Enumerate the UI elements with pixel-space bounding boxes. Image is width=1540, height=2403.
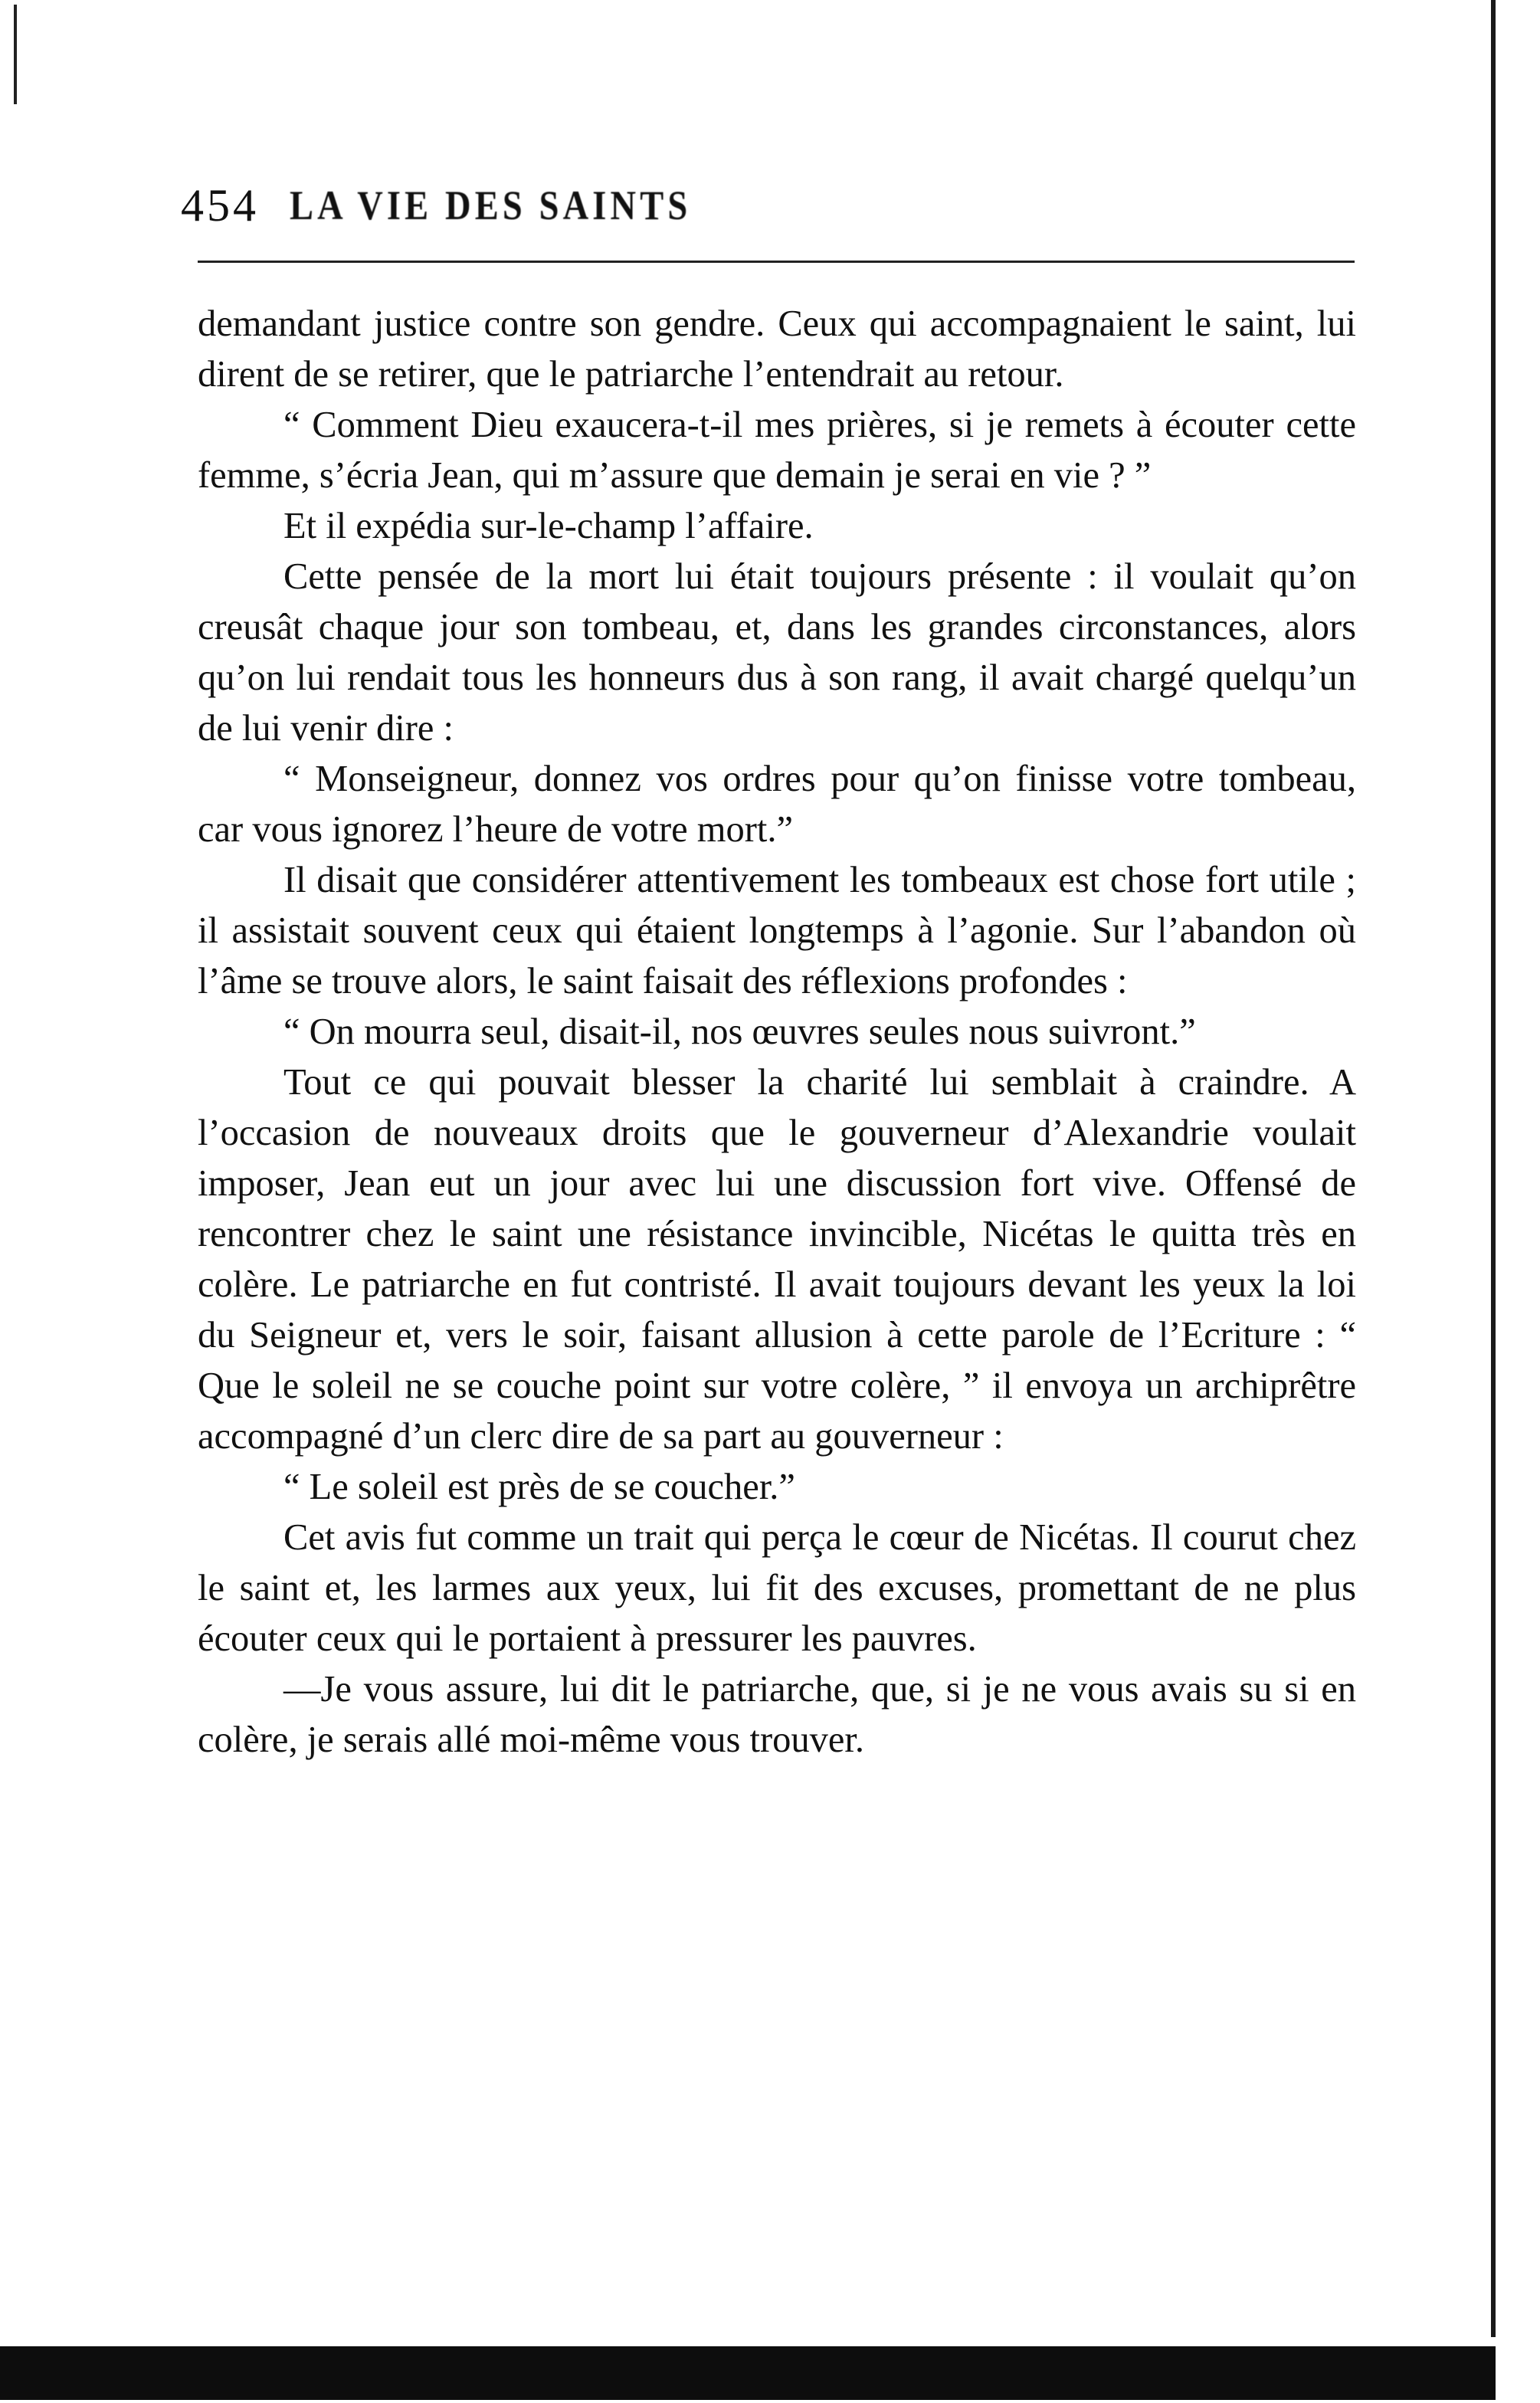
paragraph-6: Il disait que considérer attentivement les tombeaux est chose fort utile ; il assistait souvent ceux qui étaient longtemps à l’agonie. Sur l’abandon où l’âme se trouve alors, le saint faisait des réflexions profondes : xyxy=(198,860,1356,1002)
body-text xyxy=(198,299,1356,1765)
paragraph-8: Tout ce qui pouvait blesser la charité lui semblait à craindre. A l’occasion de nouveaux droits que le gouverneur d’Alexandrie voulait imposer, Jean eut un jour avec lui une discussion fort vive. Offensé de rencontrer chez le saint une résistance invincible, Nicétas le quitta très en colère. Le patriarche en fut contristé. Il avait toujours devant les yeux la loi du Seigneur et, vers le soir, faisant allusion à cette parole de l’Ecriture : “ Que le soleil ne se couche point sur votre colère, ” il envoya un archiprêtre accompagné d’un clerc dire de sa part au gouverneur : xyxy=(198,1062,1356,1457)
page-number: 454 xyxy=(181,179,259,231)
paragraph-9: “ Le soleil est près de se coucher.” xyxy=(283,1467,795,1507)
paragraph-7: “ On mourra seul, disait-il, nos œuvres seules nous suivront.” xyxy=(283,1011,1196,1052)
scan-bottom-edge xyxy=(0,2346,1496,2400)
paragraph-5: “ Monseigneur, donnez vos ordres pour qu’on finisse votre tombeau, car vous ignorez l’heure de votre mort.” xyxy=(198,759,1356,850)
paragraph-2: “ Comment Dieu exaucera-t-il mes prières, si je remets à écouter cette femme, s’écria Jean, qui m’assure que demain je serai en vie ? ” xyxy=(198,405,1356,496)
paragraph-4: Cette pensée de la mort lui était toujours présente : il voulait qu’on creusât chaque jour son tombeau, et, dans les grandes circonstances, alors qu’on lui rendait tous les honneurs dus à son rang, il avait chargé quelqu’un de lui venir dire : xyxy=(198,556,1356,749)
paragraph-10: Cet avis fut comme un trait qui perça le cœur de Nicétas. Il courut chez le saint et, les larmes aux yeux, lui fit des excuses, promettant de ne plus écouter ceux qui le portaient à pressurer les pauvres. xyxy=(198,1517,1356,1659)
page-edge-rule xyxy=(1491,0,1496,2337)
page-header xyxy=(181,175,1361,236)
scan-edge-mark xyxy=(14,5,17,104)
header-divider xyxy=(198,261,1355,263)
paragraph-1: demandant justice contre son gendre. Ceux qui accompagnaient le saint, lui dirent de se retirer, que le patriarche l’entendrait au retour. xyxy=(198,303,1356,395)
paragraph-11: —Je vous assure, lui dit le patriarche, que, si je ne vous avais su si en colère, je serais allé moi-même vous trouver. xyxy=(198,1669,1356,1760)
running-head: LA VIE DES SAINTS xyxy=(290,182,692,228)
paragraph-3: Et il expédia sur-le-champ l’affaire. xyxy=(283,506,814,546)
